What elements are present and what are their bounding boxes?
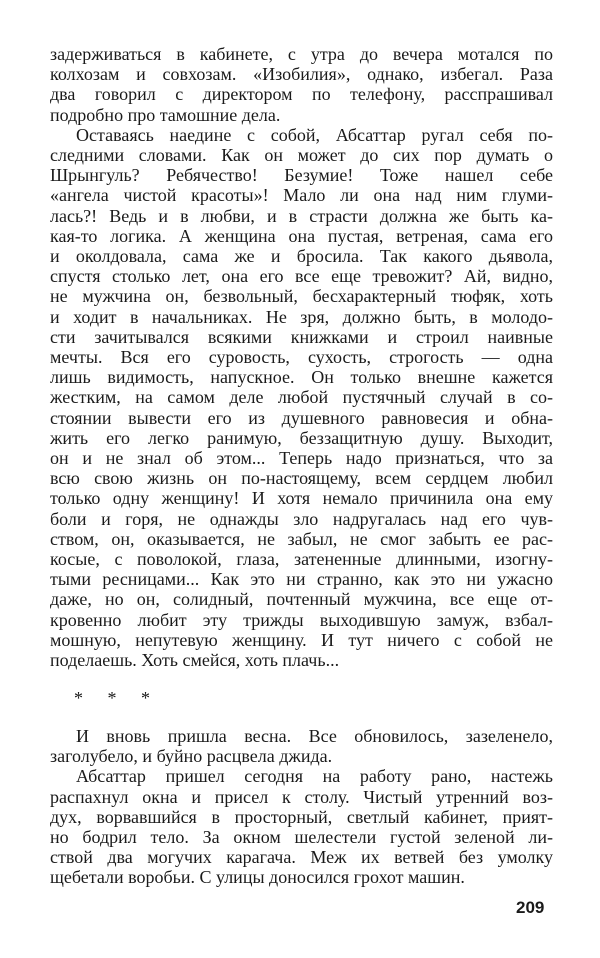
text-line: даже, но он, солидный, почтенный мужчина, все еще от- xyxy=(50,589,553,610)
text-line: И вновь пришла весна. Все обновилось, зазеленело, xyxy=(76,726,553,746)
text-line: лишь видимость, напускное. Он только внешне кажется xyxy=(50,367,553,388)
text-line: лась?! Ведь и в любви, и в страсти должна же быть ка- xyxy=(50,205,553,226)
text-line: он и не знал об этом... Теперь надо признаться, что за xyxy=(50,448,553,469)
text-line: сти зачитывался всякими книжками и строил наивные xyxy=(50,326,553,347)
text-line: кровенно любит эту трижды выходившую замуж, взбал- xyxy=(50,609,553,630)
text-line: следними словами. Как он может до сих пор думать о xyxy=(50,145,553,166)
text-line: жить его легко ранимую, беззащитную душу. Выходит, xyxy=(50,427,553,448)
text-line: два говорил с директором по телефону, расспрашивал xyxy=(50,84,553,105)
text-line: стоянии вывести его из душевного равновесия и обна- xyxy=(50,407,553,428)
text-line: кая-то логика. А женщина она пустая, ветреная, сама его xyxy=(50,225,553,246)
section-separator: * * * xyxy=(74,688,160,708)
text-line: тыми ресницами... Как это ни странно, как это ни ужасно xyxy=(50,569,553,590)
text-line: Абсаттар пришел сегодня на работу рано, настежь xyxy=(76,766,553,787)
text-line: поделаешь. Хоть смейся, хоть плачь... xyxy=(50,650,340,671)
text-line: заголубело, и буйно расцвела джида. xyxy=(50,746,333,767)
text-line: но бодрил тело. За окном шелестели густой зеленой ли- xyxy=(50,827,553,848)
text-line: и ходит в начальниках. Не зря, должно быть, в молодо- xyxy=(50,306,553,327)
text-line: только одну женщину! И хотя немало причинила она ему xyxy=(50,488,553,509)
text-line: не мужчина он, безвольный, бесхарактерный тюфяк, хоть xyxy=(50,286,553,307)
text-line: дух, ворвавшийся в просторный, светлый кабинет, прият- xyxy=(50,806,553,827)
page-number: 209 xyxy=(516,898,545,917)
text-line: ствой два могучих карагача. Меж их ветвей без умолку xyxy=(50,847,553,868)
text-line: всю свою жизнь он по-настоящему, всем сердцем любил xyxy=(50,468,553,489)
text-line: и околдовала, сама же и бросила. Так какого дьявола, xyxy=(50,246,553,267)
text-line: Шрынгуль? Ребячество! Безумие! Тоже нашел себе xyxy=(50,165,553,186)
text-line: мошную, непутевую женщину. И тут ничего с собой не xyxy=(50,629,553,650)
text-line: спустя столько лет, она его все еще тревожит? Ай, видно, xyxy=(50,266,553,287)
text-line: Оставаясь наедине с собой, Абсаттар ругал себя по- xyxy=(76,124,553,145)
paragraph-absattar-reflection xyxy=(50,125,553,670)
text-line: мечты. Вся его суровость, сухость, строгость — одна xyxy=(50,347,553,368)
text-line: колхозам и совхозам. «Изобилия», однако, избегал. Раза xyxy=(50,64,553,85)
text-line: ством, он, оказывается, не забыл, не смог забыть ее рас- xyxy=(50,528,553,549)
text-line: жестким, на самом деле любой пустячный случай в со- xyxy=(50,387,553,408)
text-line: щебетали воробьи. С улицы доносился грохот машин. xyxy=(50,867,465,888)
paragraph-spring xyxy=(50,726,553,766)
text-line: подробно про тамошние дела. xyxy=(50,104,281,125)
page-body xyxy=(50,44,553,670)
paragraph-continuation xyxy=(50,44,553,125)
text-line: задерживаться в кабинете, с утра до вечера мотался по xyxy=(50,44,553,64)
text-line: боли и горя, не однажды зло надругалась над его чув- xyxy=(50,508,553,529)
text-line: «ангела чистой красоты»! Мало ли она над ним глуми- xyxy=(50,185,553,206)
text-line: распахнул окна и присел к столу. Чистый утренний воз- xyxy=(50,786,553,807)
text-line: косые, с поволокой, глаза, затененные длинными, изогну- xyxy=(50,549,553,570)
paragraph-morning-office xyxy=(50,766,553,887)
page-body-continued xyxy=(50,726,553,888)
